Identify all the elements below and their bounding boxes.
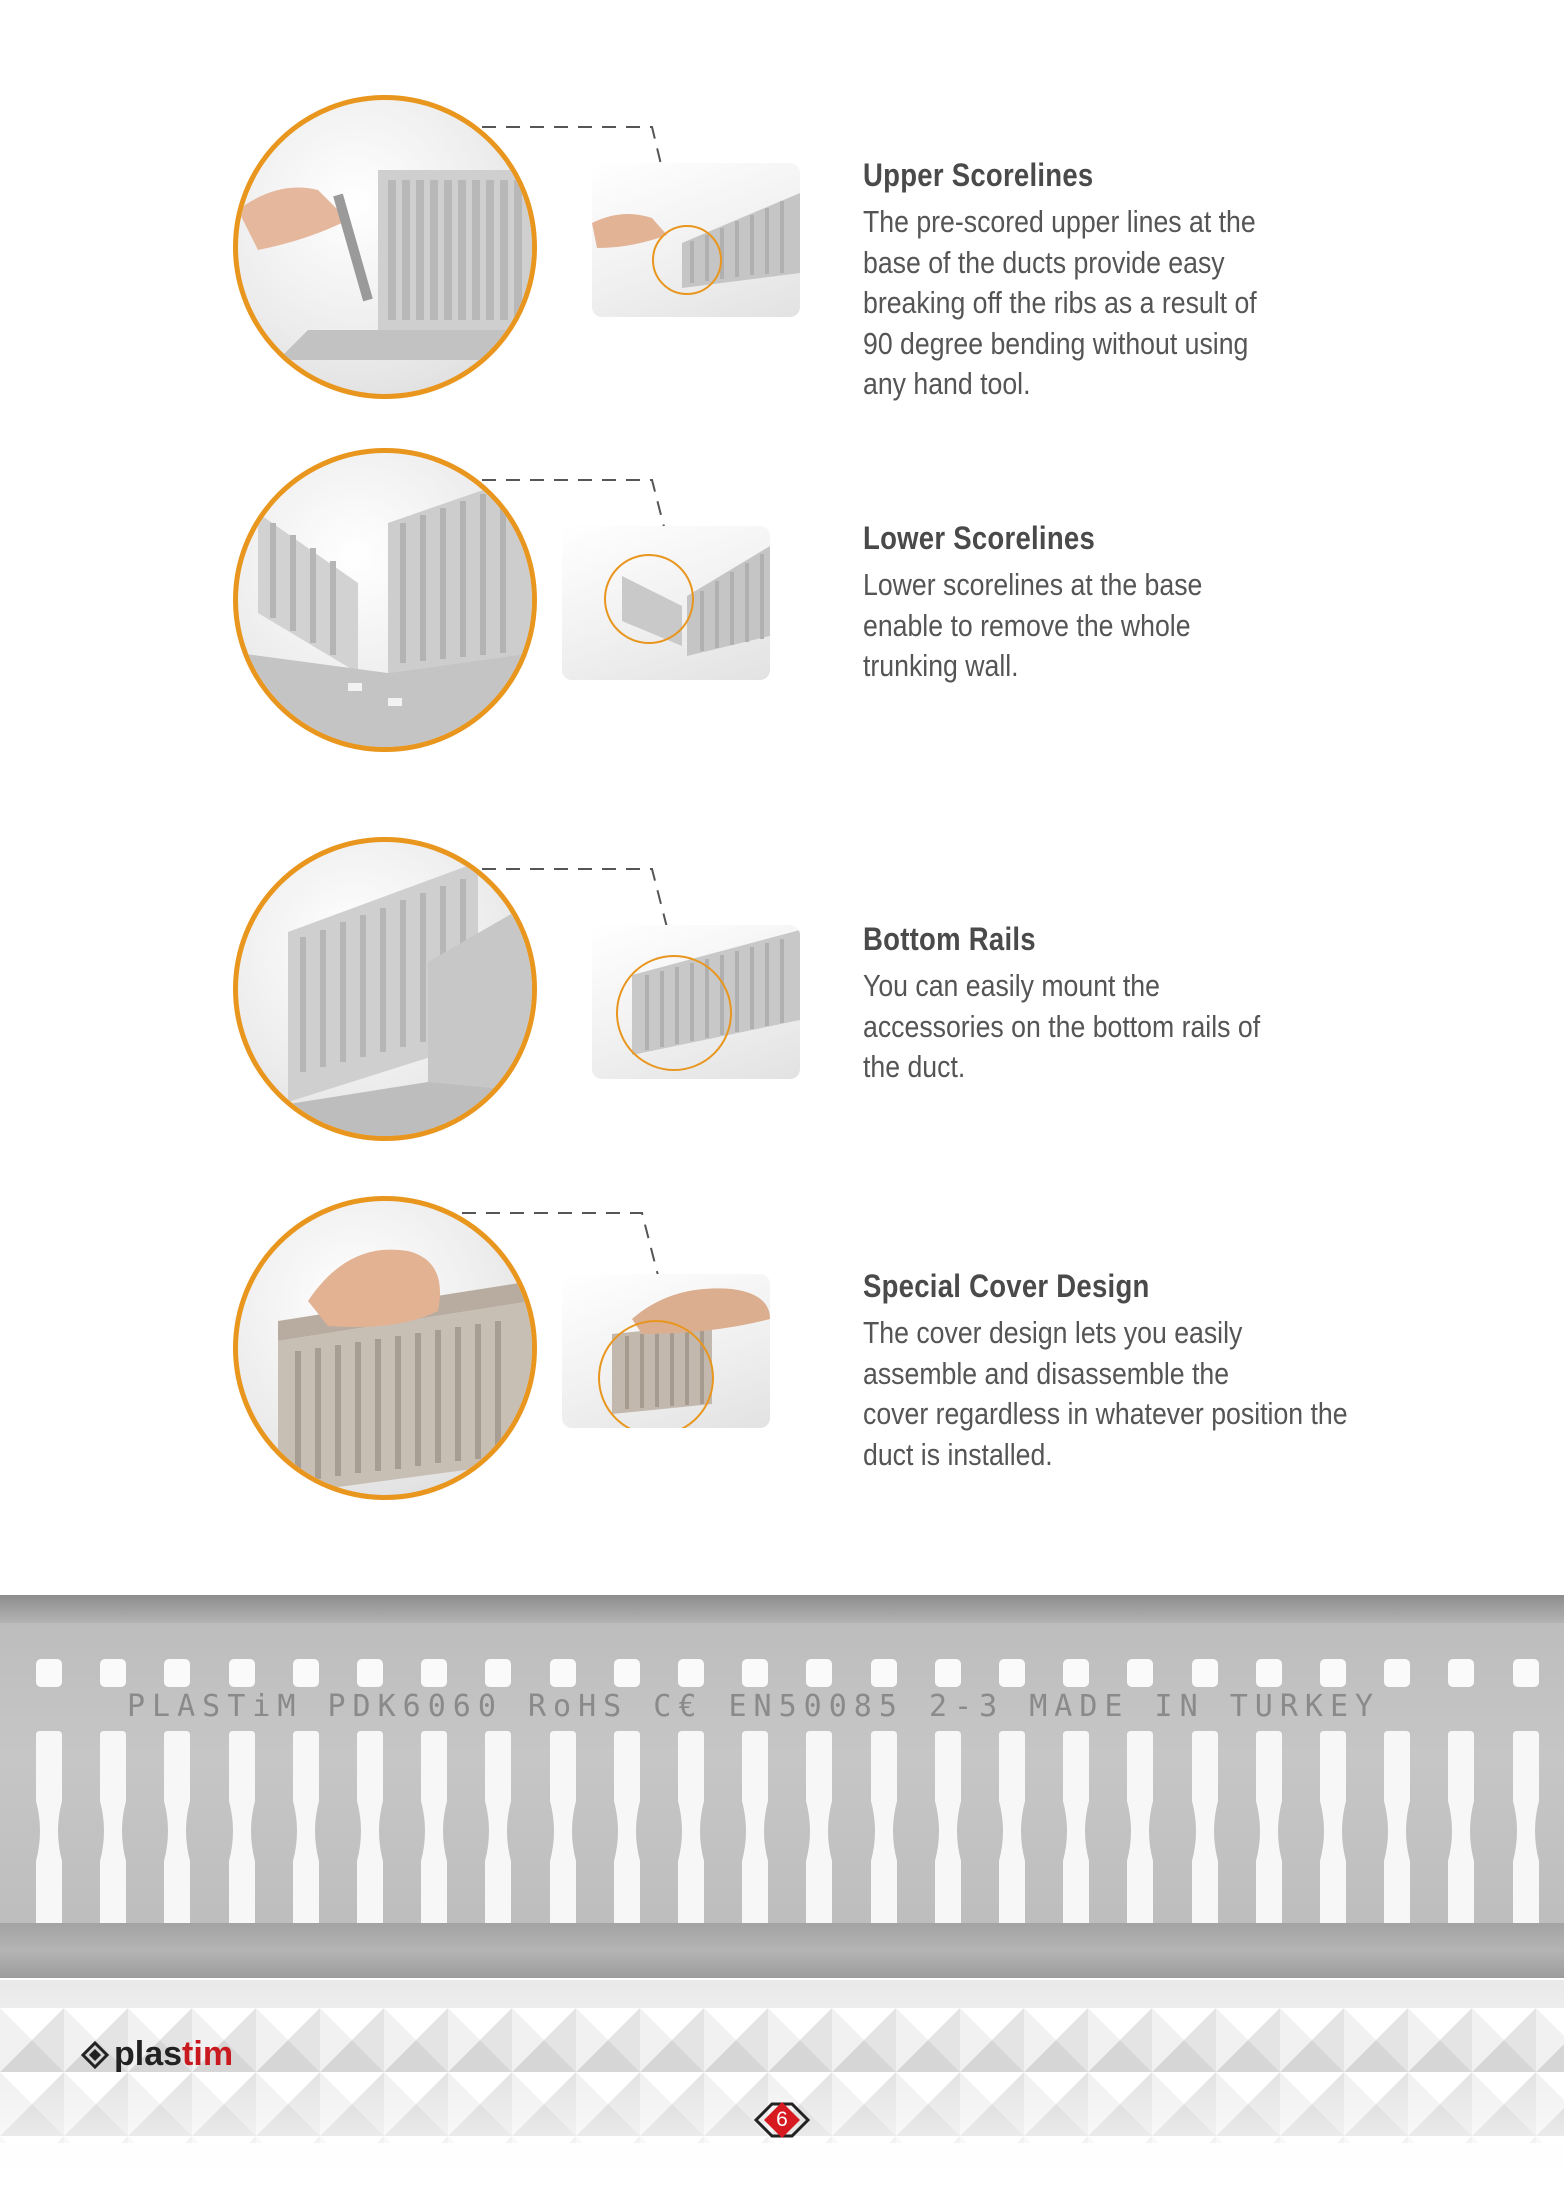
description-line: the duct.	[863, 1049, 966, 1084]
duct-slot	[1188, 1731, 1222, 1931]
duct-top-slot	[1448, 1659, 1474, 1687]
duct-bottom-rails-closeup-icon	[238, 842, 532, 1136]
duct-slot	[1509, 1731, 1543, 1931]
duct-slot	[738, 1731, 772, 1931]
description-line: You can easily mount the	[863, 968, 1160, 1003]
duct-slot	[867, 1731, 901, 1931]
cover-design-thumbnail	[562, 1274, 770, 1428]
duct-face	[0, 1623, 1564, 1958]
lower-scoreline-closeup-image	[233, 448, 537, 752]
duct-top-slot	[999, 1659, 1025, 1687]
duct-slot	[96, 1731, 130, 1931]
duct-top-slot	[1063, 1659, 1089, 1687]
duct-slot	[289, 1731, 323, 1931]
bottom-rails-thumbnail	[592, 925, 800, 1079]
description-line: assemble and disassemble the	[863, 1355, 1230, 1391]
duct-top-slot	[485, 1659, 511, 1687]
duct-slot	[1123, 1731, 1157, 1931]
description-line: enable to remove the whole	[863, 607, 1191, 643]
duct-slot	[546, 1731, 580, 1931]
duct-slot	[1380, 1731, 1414, 1931]
duct-banner-image	[0, 1595, 1564, 1980]
feature-title: Special Cover Design	[863, 1268, 1150, 1304]
duct-slot	[160, 1731, 194, 1931]
cover-design-closeup-image	[233, 1196, 537, 1500]
duct-top-slot	[1192, 1659, 1218, 1687]
duct-top-slot	[935, 1659, 961, 1687]
duct-slot	[1059, 1731, 1093, 1931]
feature-title: Upper Scorelines	[863, 157, 1094, 193]
duct-top-slot	[1384, 1659, 1410, 1687]
duct-lower-scoreline-closeup-icon	[238, 453, 532, 747]
feature-description	[863, 565, 1370, 687]
description-line: Lower scorelines at the base	[863, 567, 1203, 602]
description-line: trunking wall.	[863, 648, 1019, 683]
duct-slot	[931, 1731, 965, 1931]
duct-slot	[674, 1731, 708, 1931]
duct-slot	[481, 1731, 515, 1931]
duct-top-slot	[678, 1659, 704, 1687]
description-line: any hand tool.	[863, 366, 1031, 401]
diamond-logo-icon	[80, 2040, 110, 2070]
duct-top-slot	[550, 1659, 576, 1687]
focus-ring	[604, 554, 694, 644]
duct-slot	[1444, 1731, 1478, 1931]
description-line: base of the ducts provide easy	[863, 244, 1225, 280]
page-footer	[0, 1980, 1564, 2195]
brand-prefix: plas	[114, 2035, 183, 2073]
description-line: 90 degree bending without using	[863, 325, 1249, 361]
feature-upper-scorelines	[0, 95, 1564, 405]
duct-top-slot	[1513, 1659, 1539, 1687]
duct-top-edge	[0, 1595, 1564, 1623]
duct-slot	[1252, 1731, 1286, 1931]
duct-top-slot	[100, 1659, 126, 1687]
duct-upper-scoreline-closeup-icon	[238, 100, 532, 394]
description-line: duct is installed.	[863, 1436, 1053, 1472]
duct-top-slot	[806, 1659, 832, 1687]
page-number: 6	[776, 2108, 788, 2131]
upper-scoreline-closeup-image	[233, 95, 537, 399]
duct-top-slot	[1320, 1659, 1346, 1687]
bottom-rails-closeup-image	[233, 837, 537, 1141]
duct-top-slot	[229, 1659, 255, 1687]
duct-slot	[1316, 1731, 1350, 1931]
pyramid-pattern-background	[0, 1980, 1564, 2195]
duct-print-text: PLASTiM PDK6060 RoHS C€ EN50085 2-3 MADE IN TURKEY	[127, 1689, 1381, 1724]
feature-lower-scorelines	[0, 448, 1564, 758]
description-line: The pre-scored upper lines at the	[863, 204, 1256, 239]
feature-title: Bottom Rails	[863, 921, 1036, 957]
duct-slot	[802, 1731, 836, 1931]
duct-top-slot	[742, 1659, 768, 1687]
duct-top-slot	[293, 1659, 319, 1687]
brand-name	[114, 2035, 233, 2074]
duct-slot	[995, 1731, 1029, 1931]
feature-description	[863, 202, 1370, 405]
duct-base	[0, 1923, 1564, 1978]
focus-ring	[652, 225, 722, 295]
duct-top-slot	[36, 1659, 62, 1687]
focus-ring	[616, 955, 732, 1071]
feature-special-cover-design	[0, 1196, 1564, 1506]
feature-title: Lower Scorelines	[863, 520, 1096, 556]
description-line: breaking off the ribs as a result of	[863, 285, 1257, 320]
upper-scoreline-thumbnail	[592, 163, 800, 317]
duct-top-slot	[614, 1659, 640, 1687]
description-line: The cover design lets you easily	[863, 1315, 1243, 1350]
brand-suffix: tim	[182, 2035, 234, 2073]
page-number-badge	[752, 2098, 812, 2142]
duct-top-slot	[357, 1659, 383, 1687]
lower-scoreline-thumbnail	[562, 526, 770, 680]
plastim-logo	[80, 2035, 233, 2074]
duct-top-slot	[1127, 1659, 1153, 1687]
duct-slot	[417, 1731, 451, 1931]
focus-ring	[598, 1320, 714, 1428]
duct-top-slot	[871, 1659, 897, 1687]
description-line: accessories on the bottom rails of	[863, 1008, 1261, 1044]
duct-slot	[610, 1731, 644, 1931]
duct-top-slot	[164, 1659, 190, 1687]
duct-slot	[32, 1731, 66, 1931]
description-line: cover regardless in whatever position the	[863, 1396, 1348, 1431]
duct-slot	[353, 1731, 387, 1931]
duct-top-slot	[1256, 1659, 1282, 1687]
feature-description	[863, 1313, 1370, 1475]
duct-cover-closeup-icon	[238, 1201, 532, 1495]
feature-description	[863, 966, 1370, 1088]
duct-slot	[225, 1731, 259, 1931]
duct-top-slot	[421, 1659, 447, 1687]
feature-bottom-rails	[0, 837, 1564, 1147]
